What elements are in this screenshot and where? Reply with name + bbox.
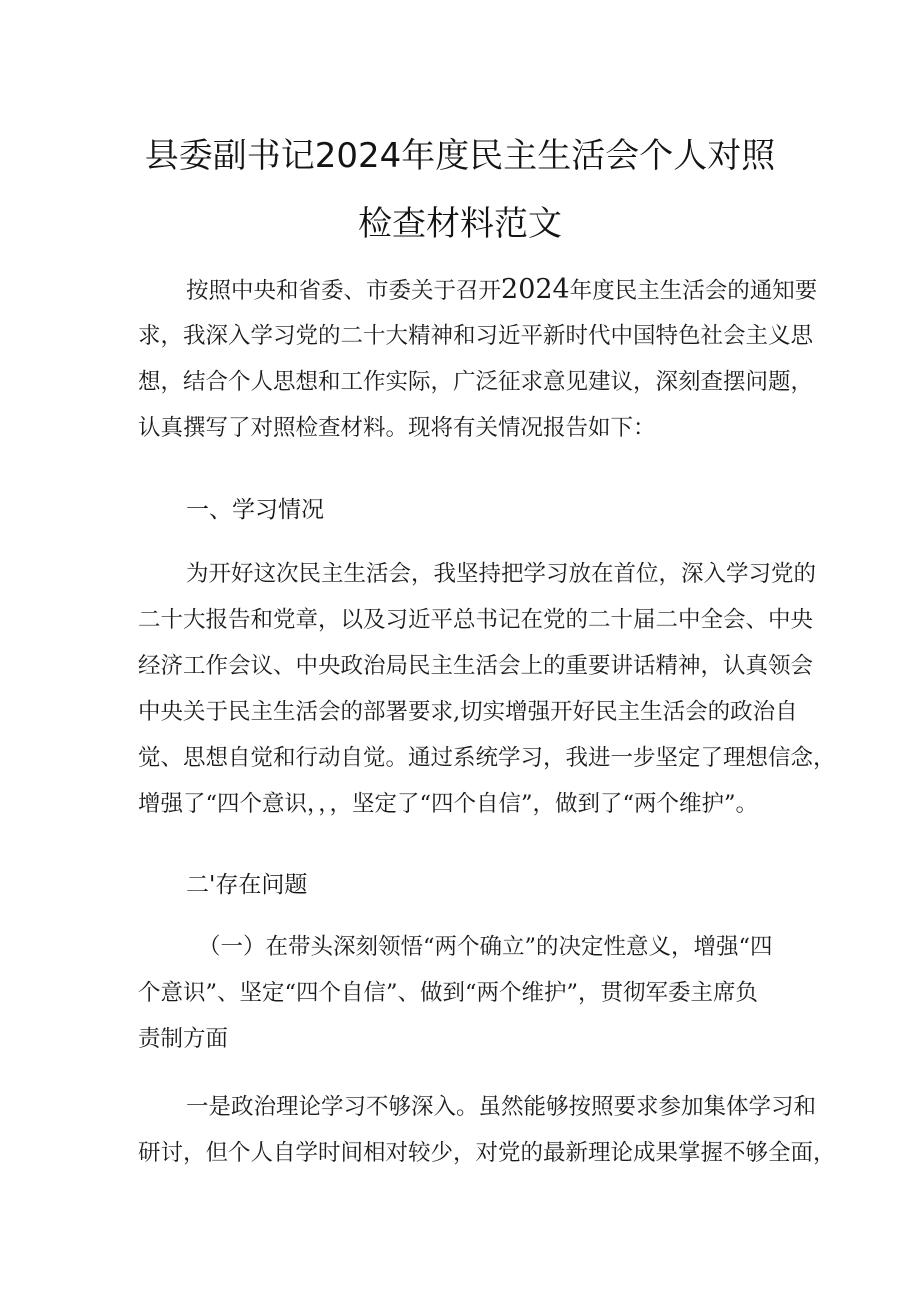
section-1-paragraph <box>138 556 836 822</box>
document-title-line-2: 检查材料范文 <box>358 204 562 244</box>
intro-line-1-pre: 按照中央和省委、市委关于召开 <box>186 278 502 304</box>
subsection-1-paragraph <box>138 929 773 1057</box>
subsection-1-line-3: 责制方面 <box>138 1026 229 1052</box>
section-1-line-4: 中央关于民主生活会的部署要求,切实增强开好民主生活会的政治自 <box>138 699 798 725</box>
intro-line-2: 求，我深入学习党的二十大精神和习近平新时代中国特色社会主义思 <box>138 323 814 349</box>
section-1-heading: 一、学习情况 <box>186 497 324 523</box>
section-1-line-1: 为开好这次民主生活会，我坚持把学习放在首位，深入学习党的 <box>186 561 817 587</box>
subsection-1-line-2: 个意识”、坚定“四个自信”、做到“两个维护”，贯彻军委主席负 <box>138 980 759 1006</box>
section-2-heading: 二'存在问题 <box>186 872 308 898</box>
point-1-line-2: 研讨，但个人自学时间相对较少，对党的最新理论成果掌握不够全面， <box>138 1140 836 1166</box>
intro-line-4: 认真撰写了对照检查材料。现将有关情况报告如下： <box>138 415 656 441</box>
intro-line-3: 想，结合个人思想和工作实际，广泛征求意见建议，深刻查摆问题， <box>138 369 814 395</box>
section-1-line-5: 觉、思想自觉和行动自觉。通过系统学习，我进一步坚定了理想信念， <box>138 745 836 771</box>
subsection-1-line-1: （一）在带头深刻领悟“两个确立”的决定性意义，增强“四 <box>198 934 773 960</box>
point-1-paragraph <box>138 1089 836 1171</box>
intro-line-1 <box>138 272 817 308</box>
section-1-line-3: 经济工作会议、中央政治局民主生活会上的重要讲话精神，认真领会 <box>138 653 814 679</box>
intro-line-1-post: 年度民主生活会的通知要 <box>569 278 818 304</box>
intro-year: 2024 <box>501 274 570 305</box>
document-title-line-1: 县委副书记2024年度民主生活会个人对照 <box>144 136 776 176</box>
intro-paragraph <box>138 272 817 446</box>
point-1-line-1: 一是政治理论学习不够深入。虽然能够按照要求参加集体学习和 <box>186 1094 817 1120</box>
section-1-line-2: 二十大报告和党章，以及习近平总书记在党的二十届二中全会、中央 <box>138 607 814 633</box>
section-1-line-6: 增强了“四个意识，，，坚定了“四个自信”，做到了“两个维护”。 <box>138 791 759 817</box>
